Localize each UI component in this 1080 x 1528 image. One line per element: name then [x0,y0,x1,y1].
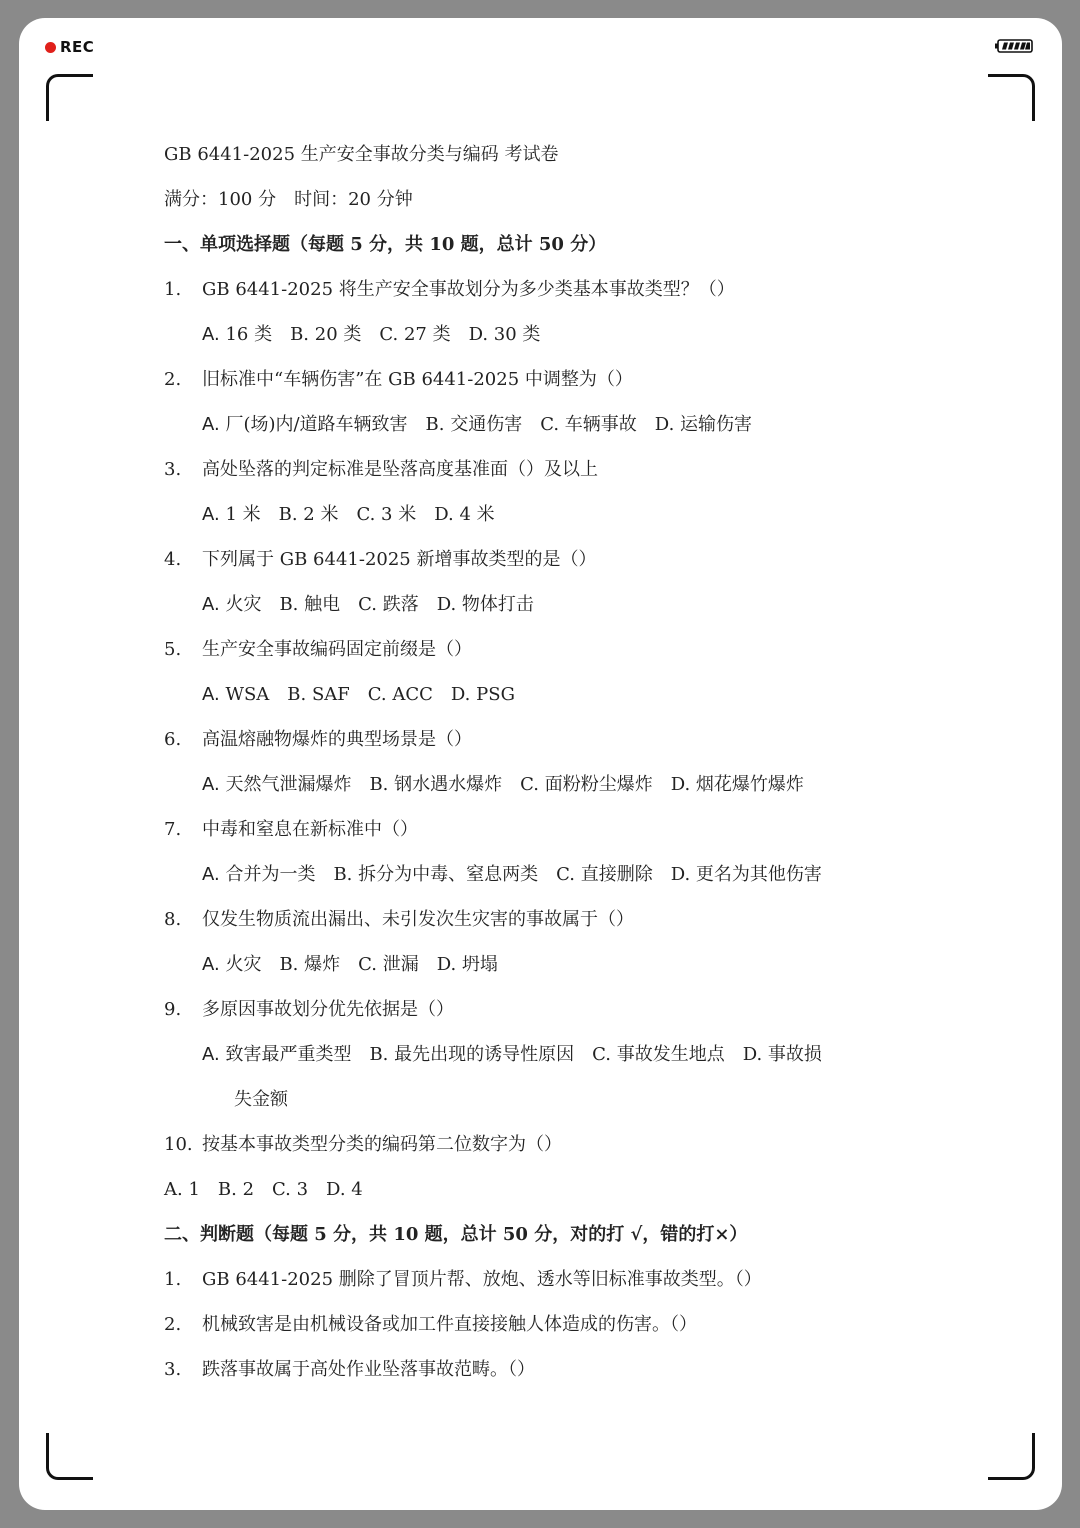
option-letter: A. [202,684,220,705]
question-number: 6. [164,729,182,750]
question-text: 多原因事故划分优先依据是（） [202,999,454,1020]
section2-heading: 二、判断题（每题 5 分，共 10 题，总计 50 分，对的打 √，错的打×） [164,1224,748,1245]
option-letter: A. [202,414,220,435]
option-letter: A. [202,504,220,525]
question-text: 高处坠落的判定标准是坠落高度基准面（）及以上 [202,459,598,480]
question-2 [164,357,934,447]
question-options: 致害最严重类型 B. 最先出现的诱导性原因 C. 事故发生地点 D. 事故损 [225,1044,822,1065]
question-number: 10. [164,1134,193,1155]
question-text: 仅发生物质流出漏出、未引发次生灾害的事故属于（） [202,909,634,930]
question-options: 1 米 B. 2 米 C. 3 米 D. 4 米 [225,504,495,525]
question-options: WSA B. SAF C. ACC D. PSG [225,684,515,705]
question-options: 火灾 B. 爆炸 C. 泄漏 D. 坍塌 [225,954,498,975]
option-letter: A. [202,594,220,615]
judge-question-1 [164,1257,934,1302]
question-number: 2. [164,1314,182,1335]
question-text: GB 6441-2025 将生产安全事故划分为多少类基本事故类型？（） [202,279,735,300]
question-6 [164,717,934,807]
question-options: 天然气泄漏爆炸 B. 钢水遇水爆炸 C. 面粉粉尘爆炸 D. 烟花爆竹爆炸 [225,774,804,795]
question-options: 合并为一类 B. 拆分为中毒、窒息两类 C. 直接删除 D. 更名为其他伤害 [225,864,822,885]
record-dot-icon [45,42,56,53]
question-number: 5. [164,639,182,660]
rec-indicator [45,38,94,56]
question-options-continued: 失金额 [234,1089,288,1110]
question-number: 7. [164,819,182,840]
question-text: 机械致害是由机械设备或加工件直接接触人体造成的伤害。（） [202,1314,697,1335]
question-number: 4. [164,549,182,570]
option-letter: A. [202,954,220,975]
question-5 [164,627,934,717]
question-text: 下列属于 GB 6441-2025 新增事故类型的是（） [202,549,597,570]
question-text: 旧标准中“车辆伤害”在 GB 6441-2025 中调整为（） [202,369,633,390]
question-7 [164,807,934,897]
question-text: 生产安全事故编码固定前缀是（） [202,639,472,660]
question-options: A. 1 B. 2 C. 3 D. 4 [164,1179,363,1200]
question-10 [164,1122,934,1212]
question-options: 16 类 B. 20 类 C. 27 类 D. 30 类 [225,324,541,345]
frame-corner-bottom-left [46,1433,93,1480]
option-letter: A. [202,864,220,885]
judge-question-2 [164,1302,934,1347]
question-number: 8. [164,909,182,930]
option-letter: A. [202,1044,220,1065]
question-number: 9. [164,999,182,1020]
question-number: 3. [164,1359,182,1380]
judge-question-3 [164,1347,934,1392]
question-text: GB 6441-2025 删除了冒顶片帮、放炮、透水等旧标准事故类型。（） [202,1269,762,1290]
option-letter: A. [202,774,220,795]
question-number: 3. [164,459,182,480]
frame-corner-top-left [46,74,93,121]
question-text: 按基本事故类型分类的编码第二位数字为（） [202,1134,562,1155]
frame-corner-bottom-right [988,1433,1035,1480]
question-text: 高温熔融物爆炸的典型场景是（） [202,729,472,750]
section1-heading: 一、单项选择题（每题 5 分，共 10 题，总计 50 分） [164,234,607,255]
rec-label: REC [60,38,95,56]
question-8 [164,897,934,987]
question-text: 中毒和窒息在新标准中（） [202,819,418,840]
exam-content [164,132,934,1392]
exam-title: GB 6441-2025 生产安全事故分类与编码 考试卷 [164,144,559,165]
option-letter: A. [202,324,220,345]
document-page [19,18,1062,1510]
question-1 [164,267,934,357]
battery-icon [995,39,1033,53]
question-number: 1. [164,1269,182,1290]
question-number: 2. [164,369,182,390]
question-options: 火灾 B. 触电 C. 跌落 D. 物体打击 [225,594,534,615]
question-3 [164,447,934,537]
exam-meta: 满分：100 分 时间：20 分钟 [164,189,413,210]
question-9 [164,987,934,1122]
question-text: 跌落事故属于高处作业坠落事故范畴。（） [202,1359,535,1380]
question-number: 1. [164,279,182,300]
frame-corner-top-right [988,74,1035,121]
question-options: 厂(场)内/道路车辆致害 B. 交通伤害 C. 车辆事故 D. 运输伤害 [225,414,753,435]
question-4 [164,537,934,627]
